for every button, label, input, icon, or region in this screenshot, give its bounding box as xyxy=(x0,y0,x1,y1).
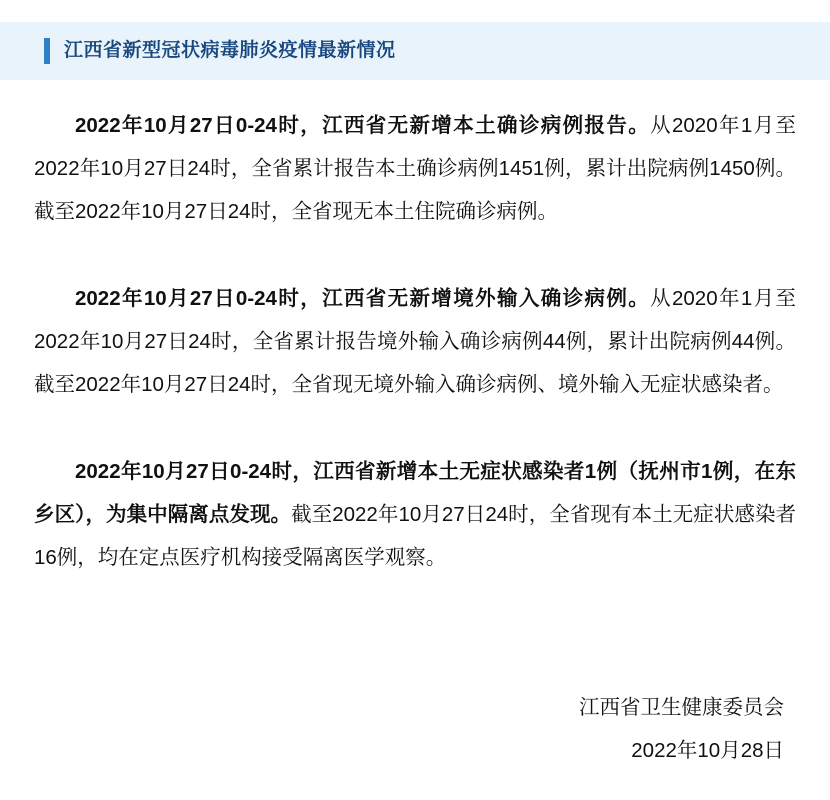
paragraph-1 xyxy=(34,104,796,233)
paragraph-2-rest: 从2020年1月至2022年10月27日24时，全省累计报告境外输入确诊病例44例，累计出院病例44例。截至2022年10月27日24时，全省现无境外输入确诊病例、境外输入无症状感染者。 xyxy=(34,287,796,396)
page-title: 江西省新型冠状病毒肺炎疫情最新情况 xyxy=(64,39,396,61)
signature-date: 2022年10月28日 xyxy=(631,739,784,762)
paragraph-3 xyxy=(34,450,796,579)
signature-organization: 江西省卫生健康委员会 xyxy=(579,696,784,719)
paragraph-1-lead: 2022年10月27日0-24时，江西省无新增本土确诊病例报告。 xyxy=(75,114,651,137)
paragraph-3-lead: 2022年10月27日0-24时，江西省新增本土无症状感染者1例（抚州市1例，在东乡区），为集中隔离点发现。 xyxy=(34,460,796,526)
paragraph-2 xyxy=(34,277,796,406)
paragraph-2-lead: 2022年10月27日0-24时，江西省无新增境外输入确诊病例。 xyxy=(75,287,651,310)
paragraph-3-rest: 截至2022年10月27日24时，全省现有本土无症状感染者16例，均在定点医疗机构接受隔离医学观察。 xyxy=(34,503,797,569)
header-accent-bar xyxy=(44,38,50,64)
signature-block xyxy=(579,686,784,772)
paragraph-1-rest: 从2020年1月至2022年10月27日24时，全省累计报告本土确诊病例1451例，累计出院病例1450例。截至2022年10月27日24时，全省现无本土住院确诊病例。 xyxy=(34,114,796,223)
document-header-band xyxy=(0,22,830,80)
document-body xyxy=(0,104,830,579)
